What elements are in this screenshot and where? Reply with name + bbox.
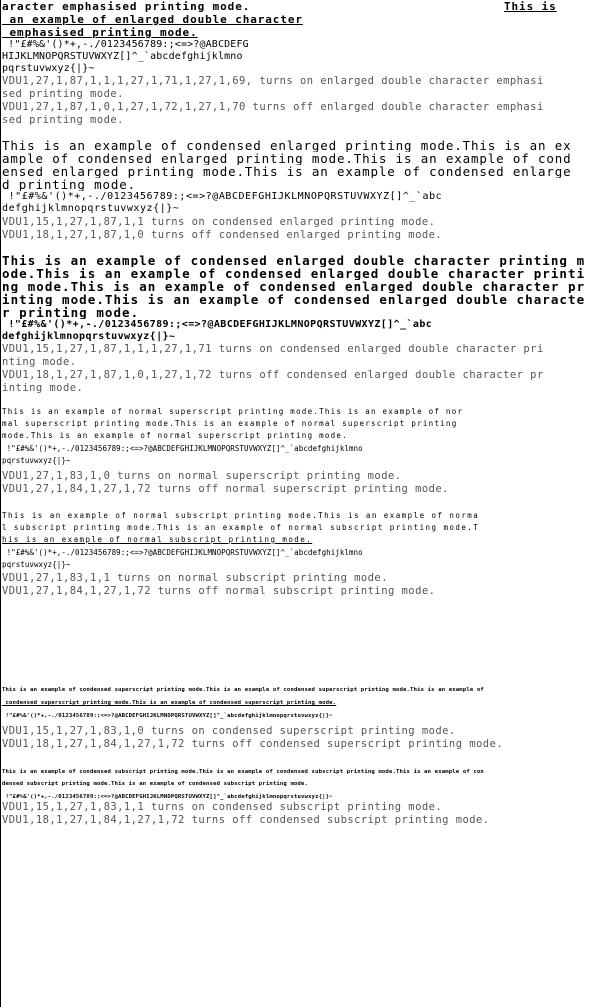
charset-line: pqrstuvwxyz{|}~ [2, 456, 71, 465]
sample-line: l subscript printing mode.This is an example of normal subscript printing mode.T [2, 523, 480, 532]
sample-line: This is an example of normal superscript printing mode.This is an example of nor [2, 407, 464, 416]
vdu-control-line: VDU1,27,1,83,1,0 turns on normal superscript printing mode. [2, 470, 402, 482]
page-title-fragment: aracter emphasised printing mode. [2, 0, 251, 13]
vdu-control-line: VDU1,27,1,84,1,27,1,72 turns off normal superscript printing mode. [2, 483, 449, 495]
charset-line: !"£#%&'()*+,-./0123456789:;<=>?@ABCDEFGHIJKLMNOPQRSTUVWXYZ[]^_`abcdefghijklmnopqrstuvwxyz{|}~ [2, 713, 333, 719]
sample-line: ode.This is an example of condensed enlarged double character printi [2, 267, 586, 280]
charset-line: !"£#%&'()*+,-./0123456789:;<=>?@ABCDEFGHIJKLMNOPQRSTUVWXYZ[]^_`abcdefghijklmno [2, 444, 363, 453]
charset-line: !"£#%&'()*+,-./0123456789:;<=>?@ABCDEFGHIJKLMNOPQRSTUVWXYZ[]^_`abc [2, 319, 433, 330]
charset-line: defghijklmnopqrstuvwxyz{|}~ [2, 331, 176, 342]
sample-line: This is an example of condensed subscript printing mode.This is an example of condensed subscript printing mode.This is an example of con [2, 769, 484, 775]
vdu-control-line: VDU1,18,1,27,1,84,1,27,1,72 turns off condensed superscript printing mode. [2, 738, 504, 750]
sample-line: an example of enlarged double character [2, 13, 303, 26]
sample-line: ng mode.This is an example of condensed enlarged double character pr [2, 280, 586, 293]
charset-line: pqrstuvwxyz{|}~ [2, 63, 95, 74]
vdu-control-line: VDU1,15,1,27,1,83,1,0 turns on condensed superscript printing mode. [2, 725, 456, 737]
sample-line: d printing mode. [2, 178, 137, 191]
sample-line: inting mode.This is an example of condensed enlarged double characte [2, 293, 586, 306]
sample-line: ample of condensed enlarged printing mode.This is an example of cond [2, 152, 572, 165]
charset-line: HIJKLMNOPQRSTUVWXYZ[]^_`abcdefghijklmno [2, 51, 243, 62]
this-is-fragment: This is [504, 0, 557, 13]
vdu-control-line: VDU1,27,1,83,1,1 turns on normal subscript printing mode. [2, 572, 388, 584]
vdu-control-line: VDU1,18,1,27,1,87,1,0,1,27,1,72 turns off condensed enlarged double character pr [2, 369, 544, 381]
sample-line: This is an example of condensed superscript printing mode.This is an example of condensed superscript printing mode.This is an example of [2, 687, 484, 693]
charset-line: pqrstuvwxyz{|}~ [2, 560, 71, 569]
charset-line: !"£#%&'()*+,-./0123456789:;<=>?@ABCDEFGHIJKLMNOPQRSTUVWXYZ[]^_`abcdefghijklmno [2, 548, 363, 557]
sample-line: This is an example of condensed enlarged double character printing m [2, 254, 586, 267]
vdu-control-line: VDU1,27,1,84,1,27,1,72 turns off normal subscript printing mode. [2, 585, 436, 597]
vdu-control-line: nting mode. [2, 356, 77, 368]
sample-line: This is an example of condensed enlarged printing mode.This is an ex [2, 139, 572, 152]
sample-line: condensed superscript printing mode.This is an example of condensed superscript printing mode. [2, 700, 337, 706]
charset-line: !"£#%&'()*+,-./0123456789:;<=>?@ABCDEFGHIJKLMNOPQRSTUVWXYZ[]^_`abcdefghijklmnopqrstuvwxyz{|}~ [2, 794, 333, 800]
charset-line: defghijklmnopqrstuvwxyz{|}~ [2, 203, 180, 214]
sample-line: emphasised printing mode. [2, 26, 198, 39]
sample-line: densed subscript printing mode.This is an example of condensed subscript printing mode. [2, 781, 309, 787]
vdu-control-line: sed printing mode. [2, 114, 124, 126]
vdu-control-line: VDU1,15,1,27,1,83,1,1 turns on condensed subscript printing mode. [2, 801, 443, 813]
sample-line: mal superscript printing mode.This is an example of normal superscript printing [2, 419, 458, 428]
vdu-control-line: VDU1,18,1,27,1,87,1,0 turns off condensed enlarged printing mode. [2, 229, 443, 241]
vdu-control-line: VDU1,15,1,27,1,87,1,1,1,27,1,71 turns on condensed enlarged double character pri [2, 343, 544, 355]
vdu-control-line: VDU1,27,1,87,1,0,1,27,1,72,1,27,1,70 turns off enlarged double character emphasi [2, 101, 544, 113]
sample-line: mode.This is an example of normal superscript printing mode. [2, 431, 348, 440]
sample-line: r printing mode. [2, 306, 140, 319]
sample-line: his is an example of normal subscript printing mode. [2, 535, 313, 544]
vdu-control-line: VDU1,15,1,27,1,87,1,1 turns on condensed enlarged printing mode. [2, 216, 436, 228]
charset-line: !"£#%&'()*+,-./0123456789:;<=>?@ABCDEFG [2, 39, 249, 50]
sample-line: ensed enlarged printing mode.This is an example of condensed enlarge [2, 165, 572, 178]
charset-line: !"£#%&'()*+,-./0123456789:;<=>?@ABCDEFGHIJKLMNOPQRSTUVWXYZ[]^_`abc [2, 191, 443, 202]
vdu-control-line: VDU1,27,1,87,1,1,1,27,1,71,1,27,1,69, turns on enlarged double character emphasi [2, 75, 544, 87]
sample-line: This is an example of normal subscript printing mode.This is an example of norma [2, 511, 480, 520]
vdu-control-line: sed printing mode. [2, 88, 124, 100]
vdu-control-line: VDU1,18,1,27,1,84,1,27,1,72 turns off condensed subscript printing mode. [2, 814, 490, 826]
vdu-control-line: inting mode. [2, 382, 84, 394]
